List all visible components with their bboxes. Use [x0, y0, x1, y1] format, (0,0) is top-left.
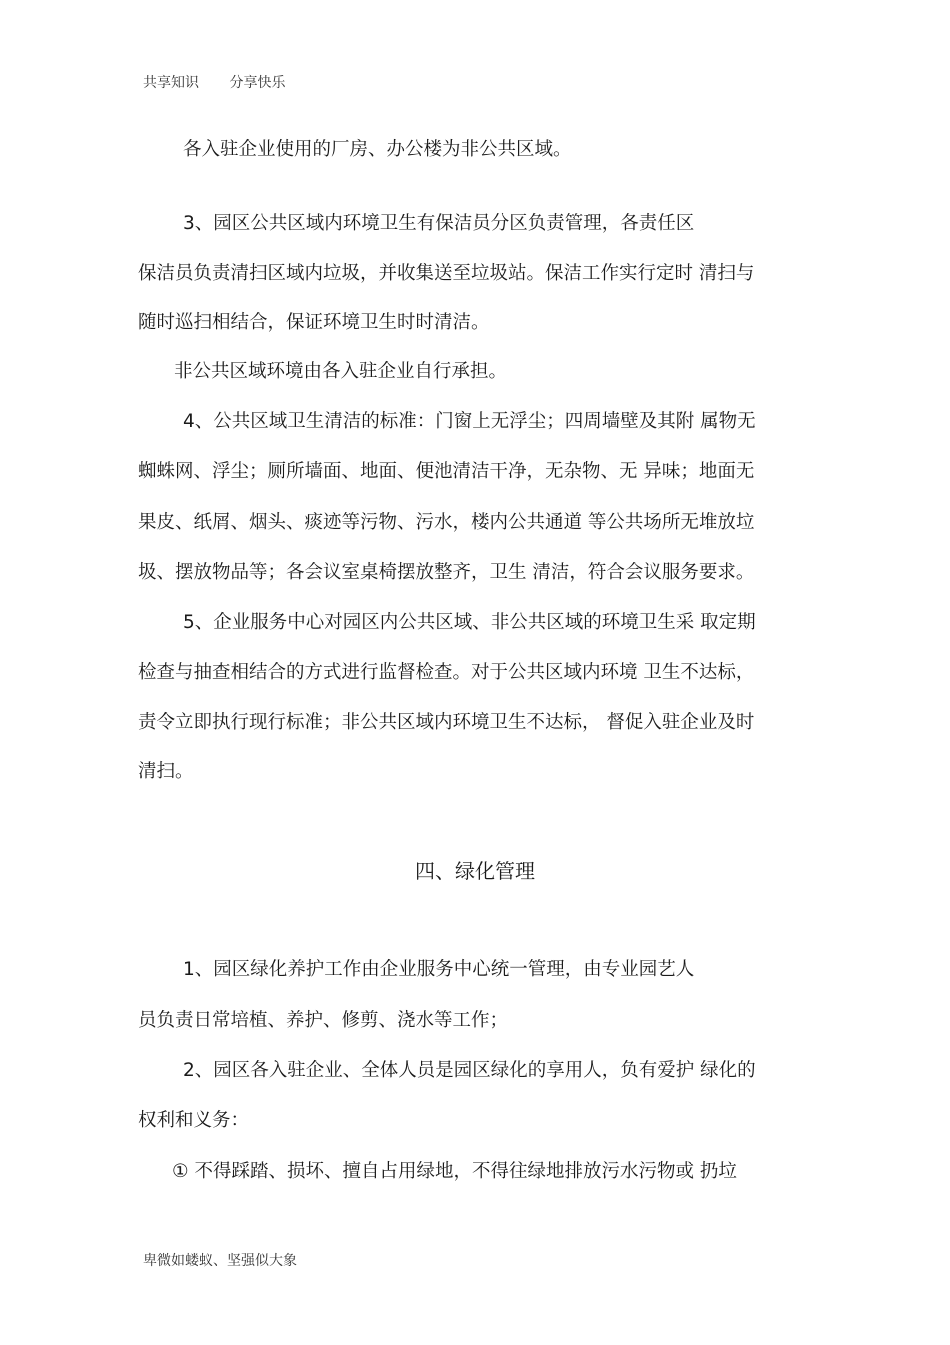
page-header	[143, 72, 285, 92]
paragraph-line: 5、企业服务中心对园区内公共区域、非公共区域的环境卫生采 取定期	[183, 612, 756, 633]
paragraph-line: 各入驻企业使用的厂房、办公楼为非公共区域。	[183, 139, 572, 160]
paragraph-line: 员负责日常培植、养护、修剪、浇水等工作；	[138, 1010, 509, 1031]
paragraph-line: 圾、摆放物品等；各会议室桌椅摆放整齐，卫生 清洁，符合会议服务要求。	[138, 562, 755, 583]
paragraph-line: 检查与抽查相结合的方式进行监督检查。对于公共区域内环境 卫生不达标，	[138, 662, 755, 683]
paragraph-line: 2、园区各入驻企业、全体人员是园区绿化的享用人，负有爱护 绿化的	[183, 1060, 756, 1081]
page-footer: 卑微如蝼蚁、坚强似大象	[143, 1253, 297, 1269]
paragraph-line: 非公共区域环境由各入驻企业自行承担。	[174, 361, 508, 382]
paragraph-line: 1、园区绿化养护工作由企业服务中心统一管理，由专业园艺人	[183, 959, 695, 980]
paragraph-line: ① 不得踩踏、损坏、擅自占用绿地，不得往绿地排放污水污物或 扔垃	[172, 1161, 737, 1182]
paragraph-line: 果皮、纸屑、烟头、痰迹等污物、污水，楼内公共通道 等公共场所无堆放垃	[138, 512, 755, 533]
header-right-text: 分享快乐	[229, 75, 286, 91]
paragraph-line: 保洁员负责清扫区域内垃圾，并收集送至垃圾站。保洁工作实行定时 清扫与	[138, 263, 755, 284]
paragraph-line: 4、公共区域卫生清洁的标准：门窗上无浮尘；四周墙壁及其附 属物无	[183, 411, 756, 432]
paragraph-line: 蜘蛛网、浮尘；厕所墙面、地面、便池清洁干净，无杂物、无 异味；地面无	[138, 461, 755, 482]
header-left-text: 共享知识	[143, 75, 199, 91]
paragraph-line: 权利和义务：	[138, 1110, 250, 1131]
paragraph-line: 责令立即执行现行标准；非公共区域内环境卫生不达标， 督促入驻企业及时	[138, 712, 755, 733]
paragraph-line: 清扫。	[138, 761, 194, 782]
section-heading: 四、绿化管理	[415, 859, 535, 883]
paragraph-line: 随时巡扫相结合，保证环境卫生时时清洁。	[138, 312, 490, 333]
paragraph-line: 3、园区公共区域内环境卫生有保洁员分区负责管理，各责任区	[183, 213, 695, 234]
